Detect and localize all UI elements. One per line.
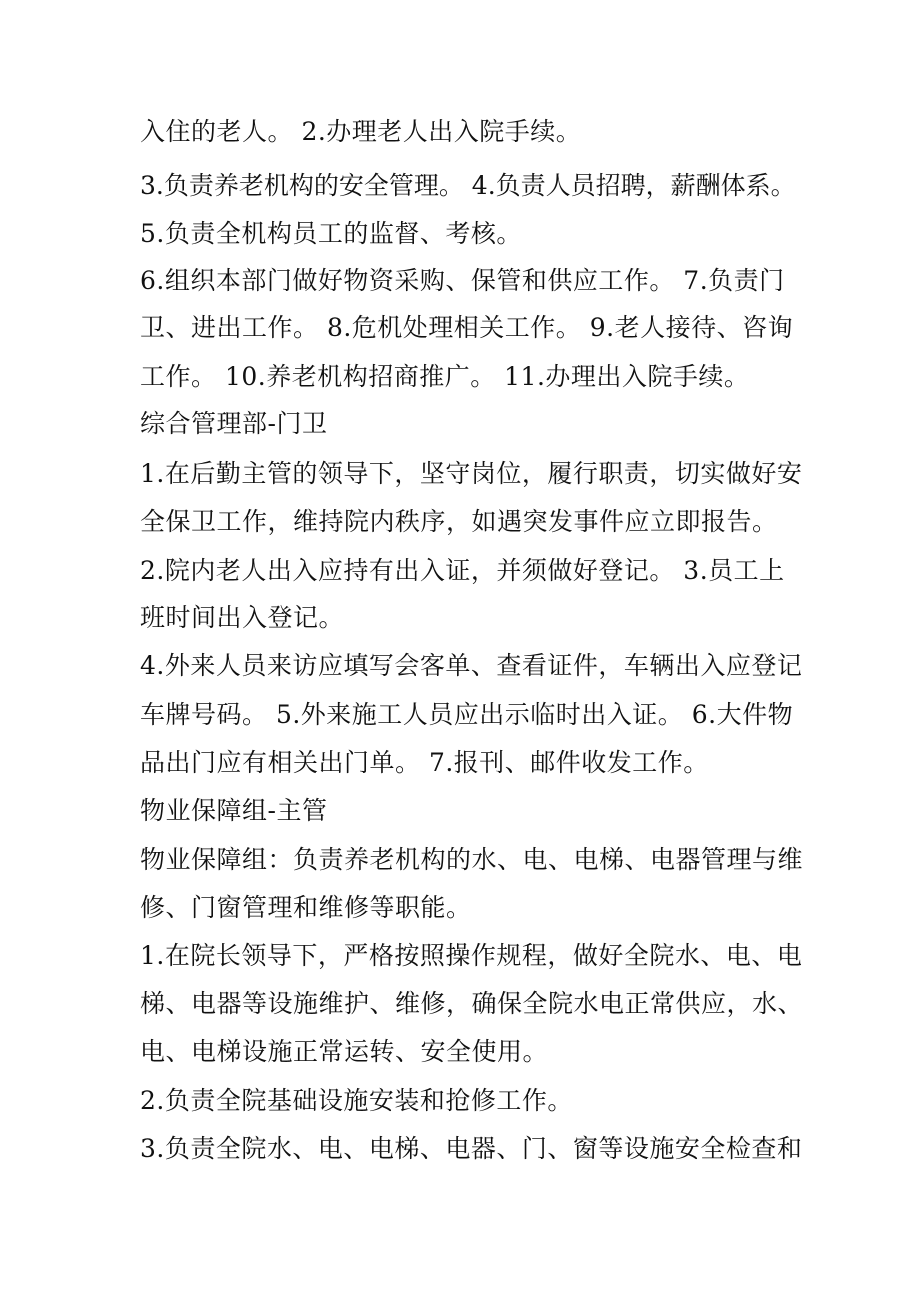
text-line: 梯、电器等设施维护、维修，确保全院水电正常供应，水、 (140, 989, 804, 1018)
text-line: 班时间出入登记。 (140, 603, 345, 632)
section-heading: 综合管理部-门卫 (140, 409, 328, 438)
text-line: 2.院内老人出入应持有出入证，并须做好登记。 3.员工上 (140, 556, 785, 585)
text-line: 2.负责全院基础设施安装和抢修工作。 (140, 1086, 573, 1115)
text-line: 工作。 10.养老机构招商推广。 11.办理出入院手续。 (140, 362, 750, 391)
text-line: 全保卫工作，维持院内秩序，如遇突发事件应立即报告。 (140, 507, 778, 536)
text-line: 入住的老人。 2.办理老人出入院手续。 (140, 117, 582, 146)
text-line: 物业保障组：负责养老机构的水、电、电梯、电器管理与维 (140, 845, 804, 874)
text-line: 卫、进出工作。 8.危机处理相关工作。 9.老人接待、咨询 (140, 313, 794, 342)
text-line: 3.负责全院水、电、电梯、电器、门、窗等设施安全检查和 (140, 1134, 803, 1163)
text-line: 品出门应有相关出门单。 7.报刊、邮件收发工作。 (140, 748, 709, 777)
text-line: 1.在院长领导下，严格按照操作规程，做好全院水、电、电 (140, 941, 803, 970)
text-line: 电、电梯设施正常运转、安全使用。 (140, 1037, 549, 1066)
text-line: 6.组织本部门做好物资采购、保管和供应工作。 7.负责门 (140, 266, 785, 295)
text-line: 车牌号码。 5.外来施工人员应出示临时出入证。 6.大件物 (140, 700, 794, 729)
text-line: 5.负责全机构员工的监督、考核。 (140, 219, 522, 248)
text-line: 3.负责养老机构的安全管理。 4.负责人员招聘，薪酬体系。 (140, 171, 796, 200)
section-heading: 物业保障组-主管 (140, 796, 328, 825)
text-line: 1.在后勤主管的领导下，坚守岗位，履行职责，切实做好安 (140, 459, 803, 488)
text-line: 修、门窗管理和维修等职能。 (140, 893, 472, 922)
text-line: 4.外来人员来访应填写会客单、查看证件，车辆出入应登记 (140, 651, 803, 680)
